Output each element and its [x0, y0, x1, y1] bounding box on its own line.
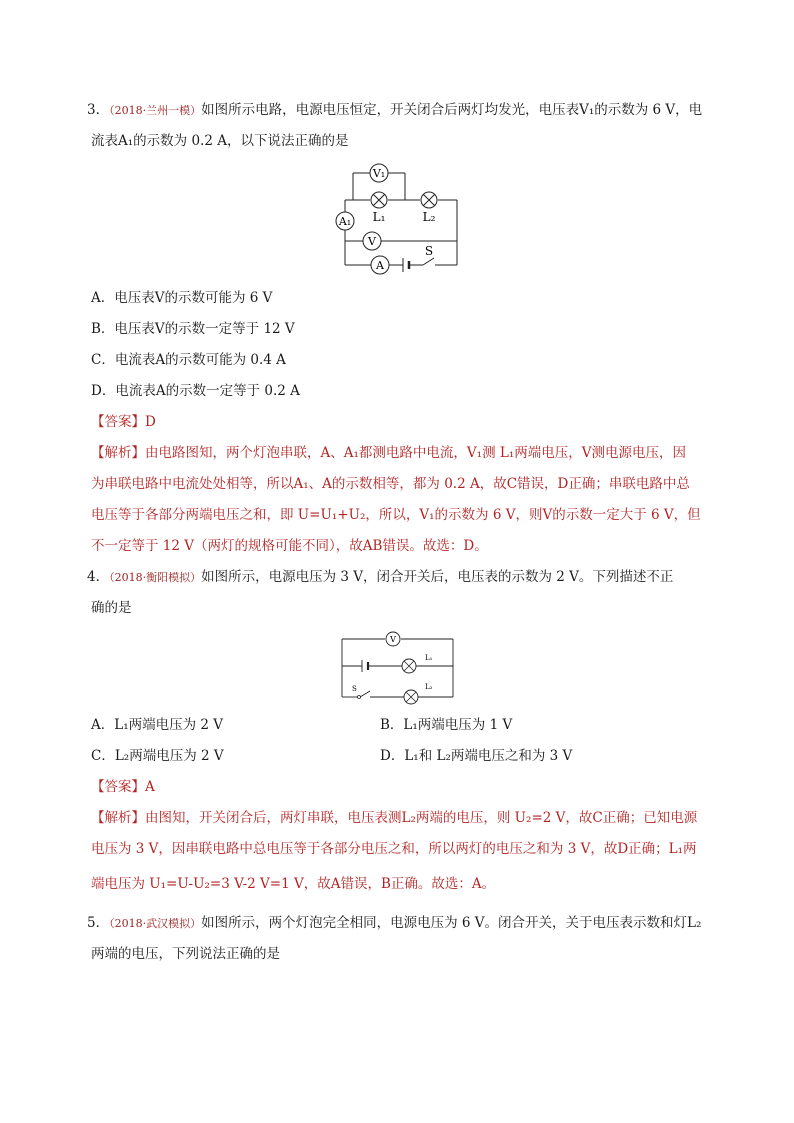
- q4-circuit-diagram: [330, 625, 465, 705]
- lamp-l2-icon: [404, 690, 418, 704]
- svg-text:V: V: [390, 635, 396, 644]
- q3-option-b: B．电压表V的示数一定等于 12 V: [91, 321, 295, 337]
- svg-text:V₁: V₁: [372, 167, 386, 180]
- svg-text:V: V: [368, 235, 376, 248]
- switch-s-label: S: [352, 685, 357, 693]
- lamp-l2-icon: [421, 192, 437, 208]
- q3-answer: D: [145, 414, 156, 430]
- q4-option-b: B．L₁两端电压为 1 V: [380, 717, 513, 733]
- q4-option-a: A．L₁两端电压为 2 V: [91, 717, 224, 733]
- q4-analysis-label: 【解析】: [91, 810, 145, 826]
- q4-source: （2018·衡阳模拟）: [109, 571, 202, 584]
- lamp-l1-label: L₁: [425, 654, 433, 662]
- svg-text:A: A: [376, 259, 384, 272]
- lamp-l1-label: L₁: [372, 210, 386, 224]
- q3-analysis-label: 【解析】: [91, 445, 145, 461]
- q3-option-c: C．电流表A的示数可能为 0.4 A: [91, 352, 286, 368]
- q3-option-d: D．电流表A的示数一定等于 0.2 A: [91, 383, 300, 399]
- q3-stem-text1: 如图所示电路，电源电压恒定，开关闭合后两灯均发光，电压表V₁的示数为 6 V，电: [201, 102, 703, 118]
- q5-stem-text1: 如图所示，两个灯泡完全相同，电源电压为 6 V。闭合开关，关于电压表示数和灯L₂: [201, 915, 702, 931]
- ammeter-a1-icon: [336, 212, 354, 230]
- q4-answer: A: [145, 779, 155, 795]
- q4-option-d: D．L₁和 L₂两端电压之和为 3 V: [380, 748, 573, 764]
- svg-text:A₁: A₁: [338, 215, 352, 228]
- q3-analysis-line2: 为串联电路中电流处处相等，所以A₁、A的示数相等，都为 0.2 A，故C错误，D正确；串联电路中总: [91, 476, 690, 492]
- q3-answer-line: [91, 412, 156, 432]
- q3-analysis-line4: 不一定等于 12 V（两灯的规格可能不同），故AB错误。故选：D。: [91, 538, 488, 554]
- q4-stem-text1: 如图所示，电源电压为 3 V，闭合开关后，电压表的示数为 2 V。下列描述不正: [201, 569, 674, 585]
- voltmeter-v1-icon: [370, 164, 388, 182]
- q3-stem-line2: 流表A₁的示数为 0.2 A，以下说法正确的是: [91, 133, 349, 149]
- q4-analysis-line3: 端电压为 U₁=U-U₂=3 V-2 V=1 V，故A错误，B正确。故选：A。: [91, 876, 496, 892]
- q4-stem-line2: 确的是: [91, 600, 132, 616]
- q4-answer-line: [91, 777, 155, 797]
- q5-source: （2018·武汉模拟）: [109, 917, 202, 930]
- lamp-l1-icon: [402, 659, 416, 673]
- ammeter-a-icon: [371, 256, 389, 274]
- lamp-l1-icon: [371, 192, 387, 208]
- q5-number: 5．: [87, 915, 110, 931]
- switch-pivot-icon: [358, 696, 361, 699]
- switch-s-label: S: [424, 244, 434, 258]
- q4-number: 4．: [87, 569, 110, 585]
- q3-analysis-line3: 电压等于各部分两端电压之和，即 U=U₁+U₂，所以，V₁的示数为 6 V，则V的示数一定大于 6 V，但: [91, 507, 701, 523]
- q3-number: 3．: [87, 102, 110, 118]
- voltmeter-v-icon: [363, 232, 381, 250]
- q3-source: （2018·兰州一模）: [109, 104, 202, 117]
- q5-stem-line1: [87, 913, 701, 934]
- q3-answer-label: 【答案】: [91, 414, 145, 430]
- lamp-l2-label: L₂: [425, 683, 433, 691]
- voltmeter-v-icon: [386, 632, 400, 646]
- q4-analysis-line2: 电压为 3 V，因串联电路中总电压等于各部分电压之和，所以两灯的电压之和为 3 V，故D正确；L₁两: [91, 841, 697, 857]
- lamp-l2-label: L₂: [422, 210, 436, 224]
- q4-stem-line1: [87, 567, 673, 588]
- q3-stem-line1: [87, 100, 702, 121]
- q3-circuit-diagram: [325, 155, 470, 275]
- q4-option-c: C．L₂两端电压为 2 V: [91, 748, 224, 764]
- q3-option-a: A．电压表V的示数可能为 6 V: [91, 290, 273, 306]
- q4-answer-label: 【答案】: [91, 779, 145, 795]
- q4-analysis-line1: 【解析】由图知，开关闭合后，两灯串联，电压表测L₂两端的电压，则 U₂=2 V，故C正确；已知电源: [91, 810, 698, 826]
- q5-stem-line2: 两端的电压，下列说法正确的是: [91, 946, 280, 962]
- q3-analysis-line1: 【解析】由电路图知，两个灯泡串联，A、A₁都测电路中电流，V₁测 L₁两端电压，V测电源电压，因: [91, 445, 686, 461]
